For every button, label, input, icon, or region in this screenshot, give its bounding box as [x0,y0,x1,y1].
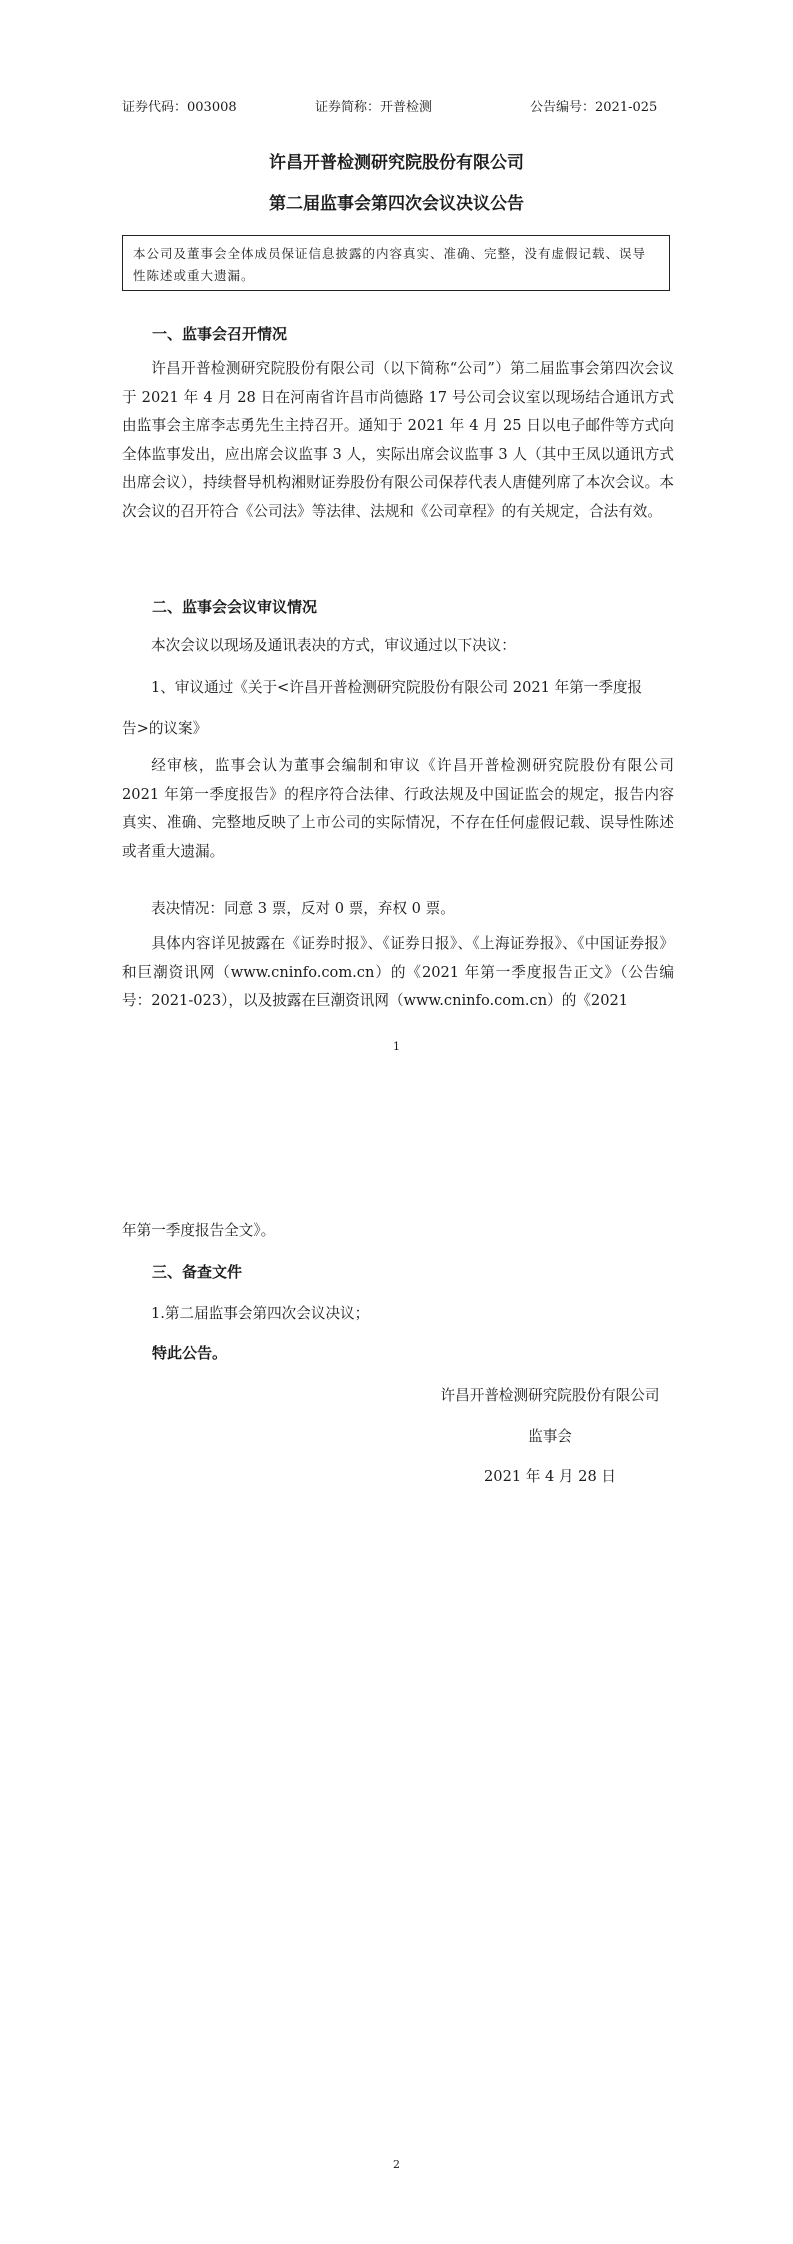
disclaimer-box: 本公司及董事会全体成员保证信息披露的内容真实、准确、完整，没有虚假记载、误导性陈述或重大遗漏。 [122,235,670,291]
signature-board: 监事会 [528,1428,572,1445]
section-2-intro: 本次会议以现场及通讯表决的方式，审议通过以下决议： [151,637,516,654]
signature-company: 许昌开普检测研究院股份有限公司 [440,1387,660,1404]
announcement-title: 第二届监事会第四次会议决议公告 [269,194,524,214]
backup-document-item-1: 1.第二届监事会第四次会议决议； [151,1305,370,1322]
page-number-1: 1 [393,1040,400,1053]
disclosure-continuation: 年第一季度报告全文》。 [122,1222,276,1239]
resolution-item-1-line-1: 1、审议通过《关于<许昌开普检测研究院股份有限公司 2021 年第一季度报 [151,679,643,696]
signature-date: 2021 年 4 月 28 日 [484,1468,616,1485]
page-number-2: 2 [393,2158,400,2171]
section-1-heading: 一、监事会召开情况 [152,325,288,343]
stock-code: 证券代码：003008 [122,100,237,115]
notice-number: 公告编号：2021-025 [530,100,658,115]
section-2-heading: 二、监事会会议审议情况 [152,598,318,616]
resolution-item-1-line-2: 告>的议案》 [122,720,208,737]
closing-statement: 特此公告。 [152,1344,228,1362]
stock-abbreviation: 证券简称：开普检测 [315,100,433,115]
section-3-heading: 三、备查文件 [152,1263,243,1281]
disclosure-paragraph: 具体内容详见披露在《证券时报》、《证券日报》、《上海证券报》、《中国证券报》和巨潮资讯网（www.cninfo.com.cn）的《2021 年第一季度报告正文》（公告编号：2021-023），以及披露在巨潮资讯网（www.cninfo.com.cn）的《2021 [122,935,674,1010]
vote-result: 表决情况：同意 3 票，反对 0 票，弃权 0 票。 [151,900,455,917]
review-opinion-paragraph: 经审核，监事会认为董事会编制和审议《许昌开普检测研究院股份有限公司 2021 年第一季度报告》的程序符合法律、行政法规及中国证监会的规定，报告内容真实、准确、完整地反映了上市公司的实际情况，不存在任何虚假记载、误导性陈述或者重大遗漏。 [122,757,674,860]
section-1-paragraph: 许昌开普检测研究院股份有限公司（以下简称“公司”）第二届监事会第四次会议于 2021 年 4 月 28 日在河南省许昌市尚德路 17 号公司会议室以现场结合通讯方式由监事会主席李志勇先生主持召开。通知于 2021 年 4 月 25 日以电子邮件等方式向全体监事发出，应出席会议监事 3 人，实际出席会议监事 3 人（其中王凤以通讯方式出席会议），持续督导机构湘财证券股份有限公司保荐代表人唐健列席了本次会议。本次会议的召开符合《公司法》等法律、法规和《公司章程》的有关规定，合法有效。 [122,360,674,520]
company-title: 许昌开普检测研究院股份有限公司 [269,153,524,173]
